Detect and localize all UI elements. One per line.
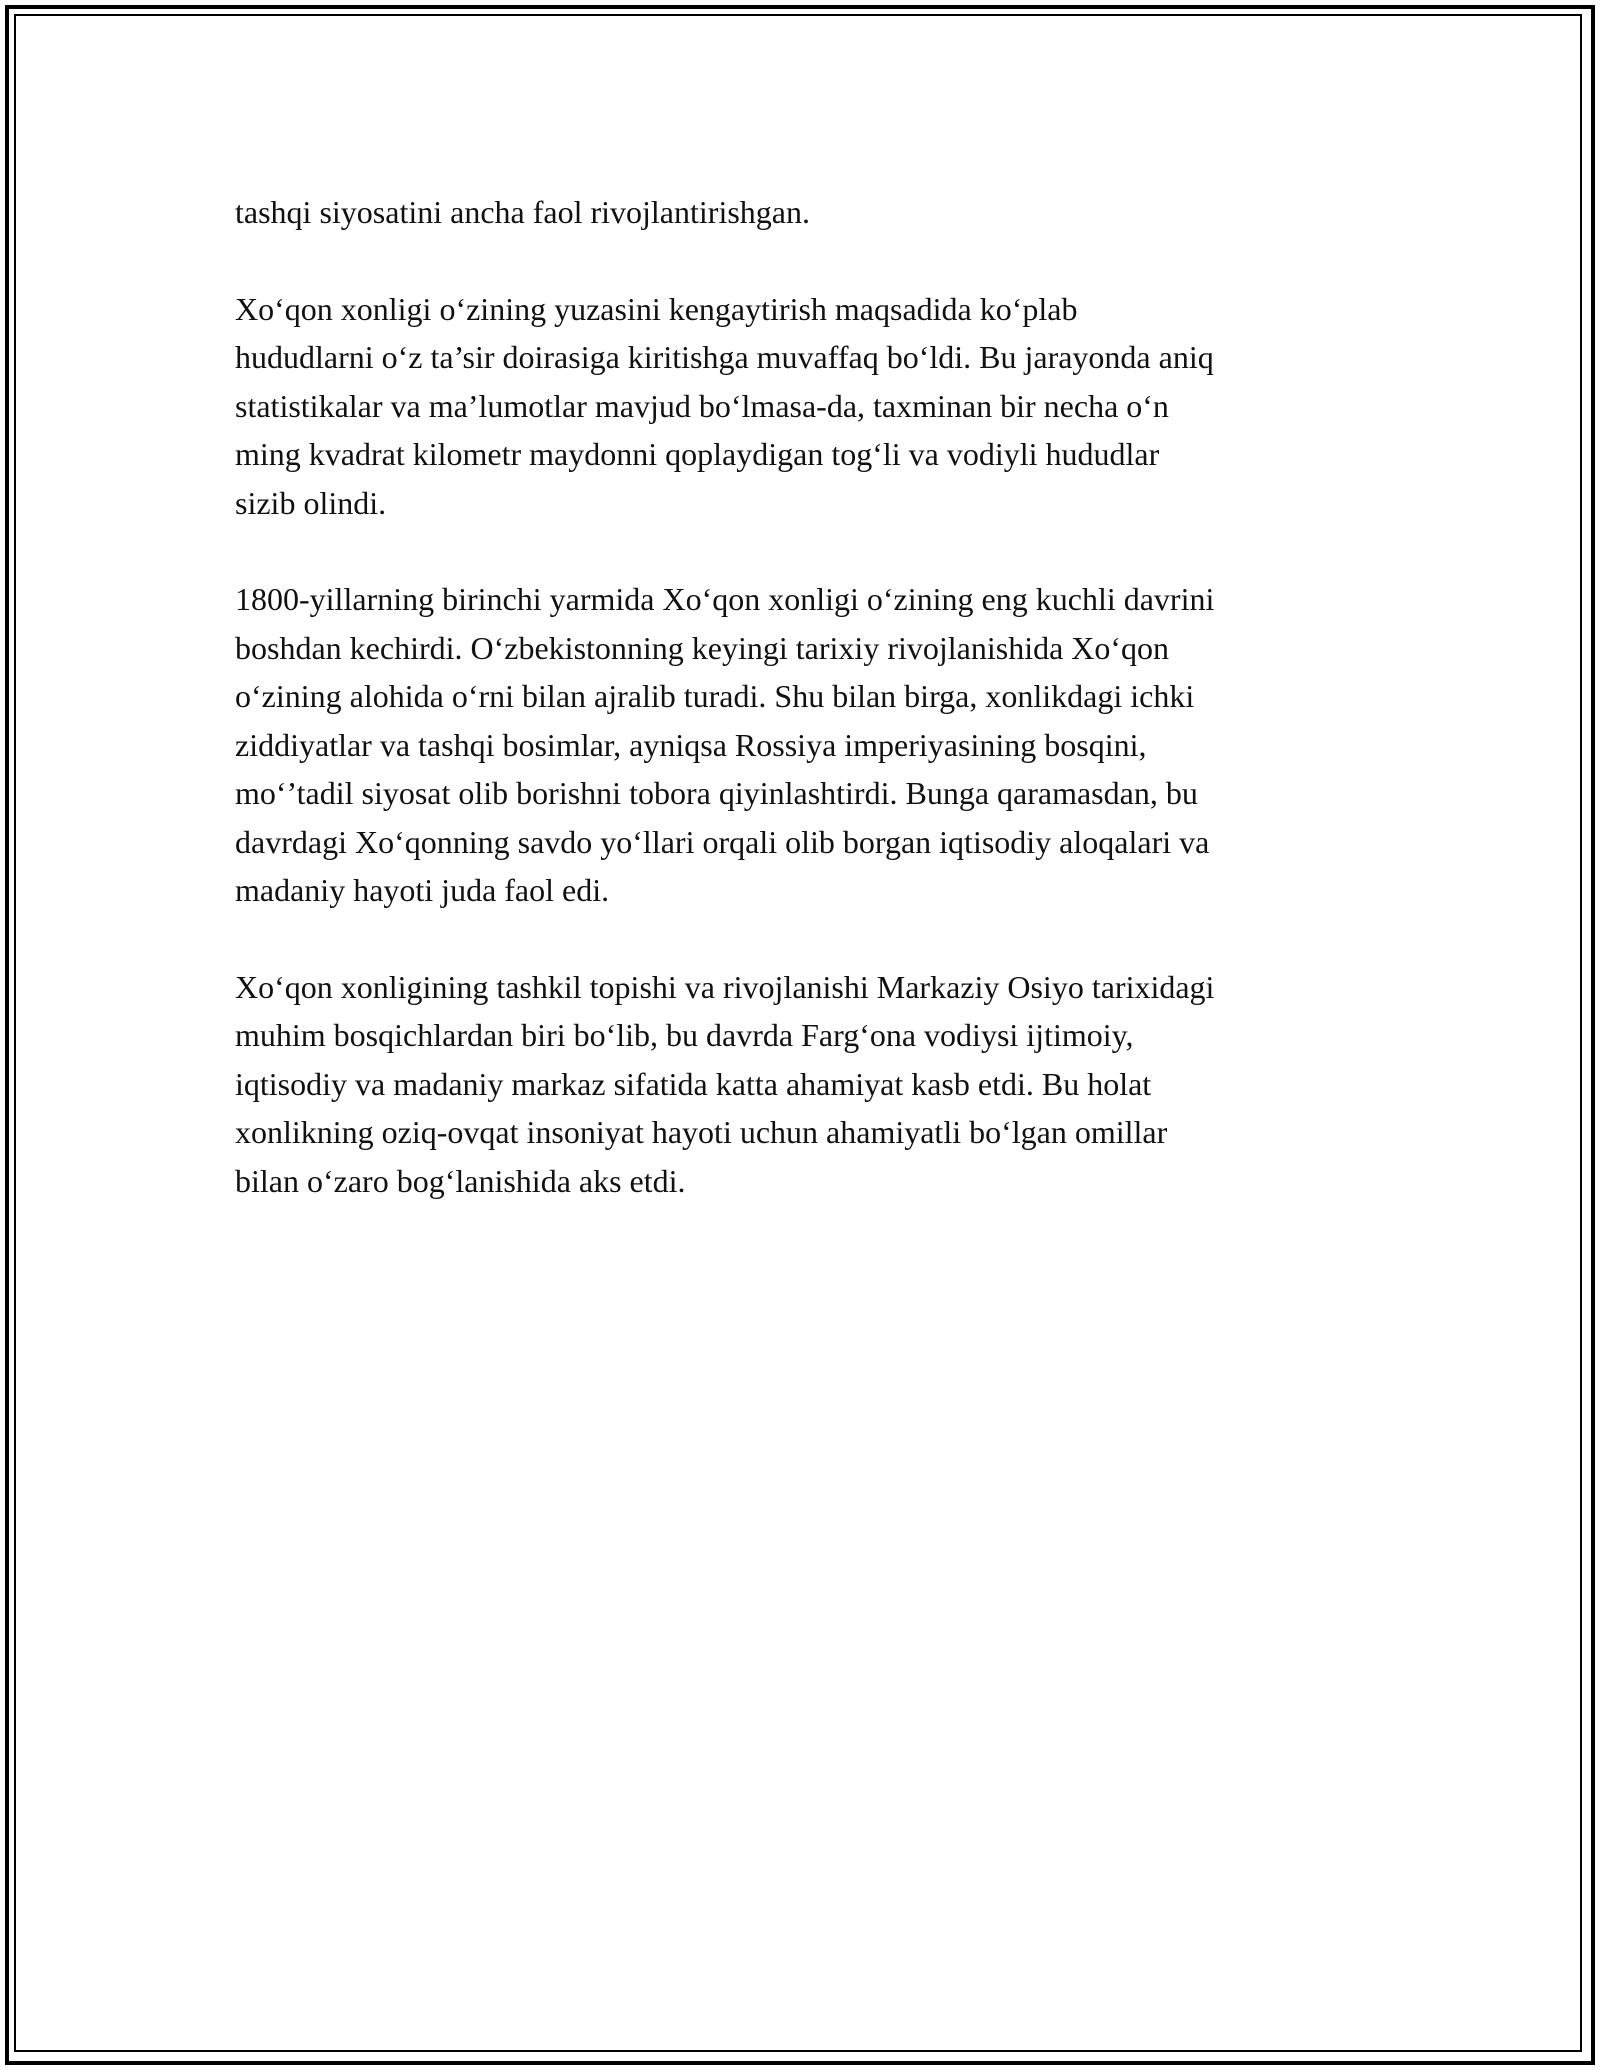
paragraph-1: tashqi siyosatini ancha faol rivojlantirishgan. [235,194,810,230]
paragraph-4: Xo‘qon xonligining tashkil topishi va rivojlanishi Markaziy Osiyo tarixidagi muhim bosqichlardan biri bo‘lib, bu davrda Farg‘ona vodiysi ijtimoiy, iqtisodiy va madaniy markaz sifatida katta ahamiyat kasb etdi. Bu holat xonlikning oziq-ovqat insoniyat hayoti uchun ahamiyatli bo‘lgan omillar bilan o‘zaro bog‘lanishida aks etdi. [235,968,1215,1199]
paragraph-3: 1800-yillarning birinchi yarmida Xo‘qon xonligi o‘zining eng kuchli davrini boshdan kechirdi. O‘zbekistonning keyingi tarixiy rivojlanishida Xo‘qon o‘zining alohida o‘rni bilan ajralib turadi. Shu bilan birga, xonlikdagi ichki ziddiyatlar va tashqi bosimlar, ayniqsa Rossiya imperiyasining bosqini, mo‘’tadil siyosat olib borishni tobora qiyinlashtirdi. Bunga qaramasdan, bu davrdagi Xo‘qonning savdo yo‘llari orqali olib borgan iqtisodiy aloqalari va madaniy hayoti juda faol edi. [235,581,1215,908]
document-body [235,188,1375,1253]
paragraph-2: Xo‘qon xonligi o‘zining yuzasini kengaytirish maqsadida ko‘plab hududlarni o‘z ta’sir doirasiga kiritishga muvaffaq bo‘ldi. Bu jarayonda aniq statistikalar va ma’lumotlar mavjud bo‘lmasa-da, taxminan bir necha o‘n ming kvadrat kilometr maydonni qoplaydigan tog‘li va vodiyli hududlar sizib olindi. [235,290,1214,521]
